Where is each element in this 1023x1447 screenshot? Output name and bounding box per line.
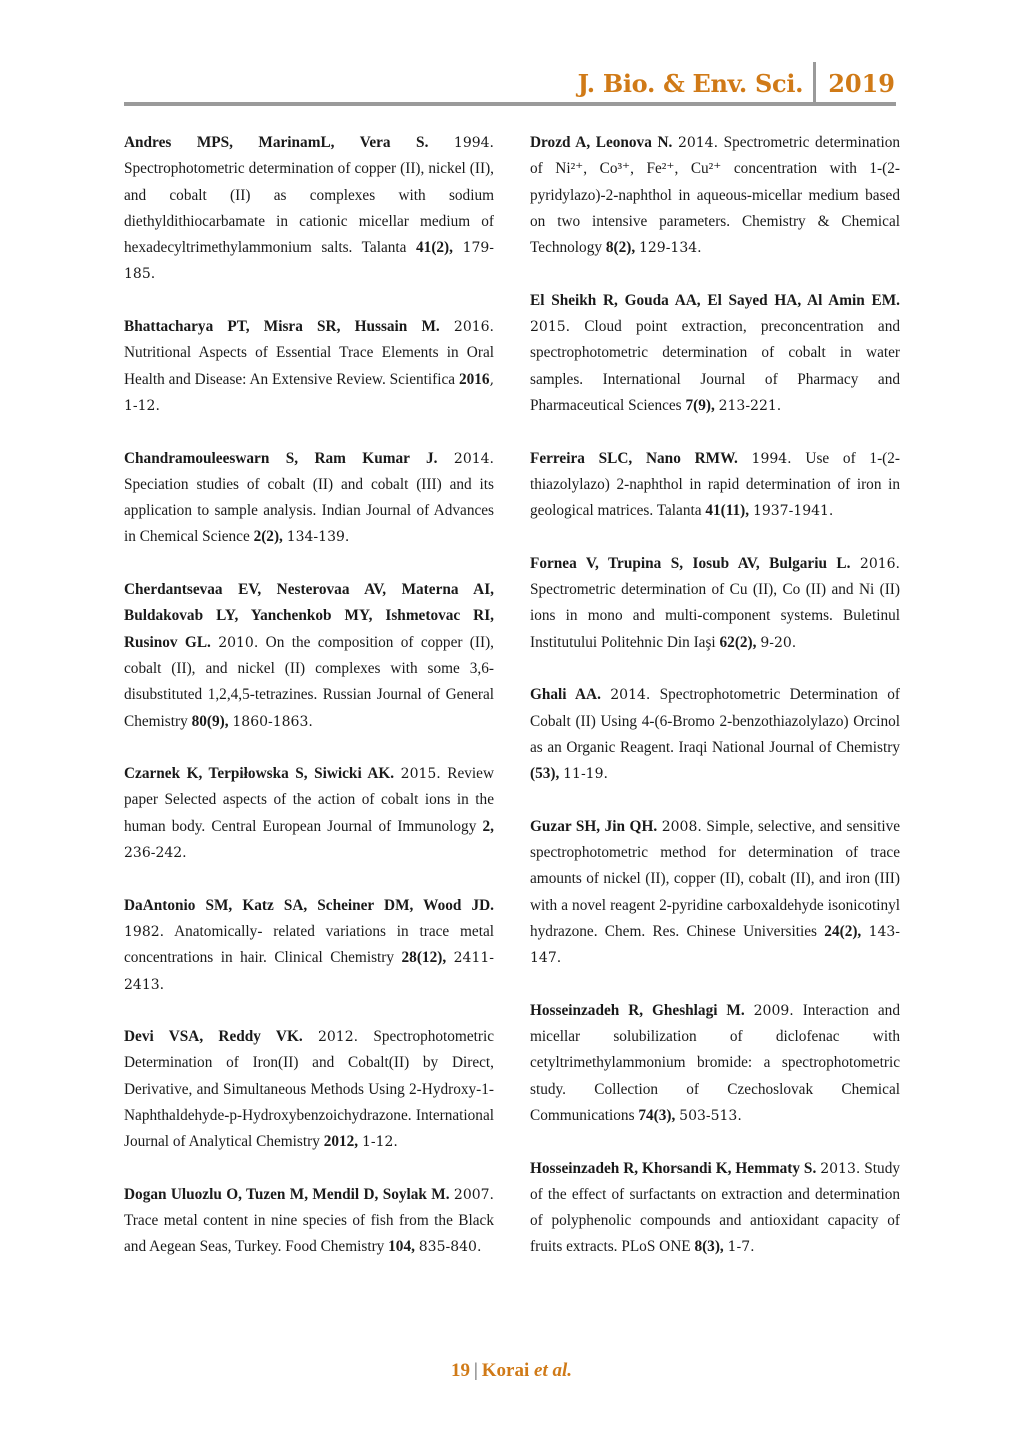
journal-header — [578, 62, 895, 104]
reference-item — [530, 814, 900, 972]
reference-volume: 80(9), — [191, 712, 229, 730]
reference-item — [124, 893, 494, 998]
reference-pages: 1-7. — [727, 1239, 755, 1256]
reference-year: 2007. — [453, 1186, 494, 1203]
reference-pages: , 1-12. — [124, 371, 495, 414]
reference-text: Study of the effect of surfactants on extraction and determination of polyphenolic compounds and antioxidant capacity of fruits extracts. PLoS ONE — [530, 1159, 900, 1256]
reference-item — [124, 130, 494, 288]
reference-pages: 143-147. — [530, 923, 901, 967]
reference-year: 1994. — [453, 135, 494, 151]
reference-volume: 7(9), — [685, 396, 715, 414]
reference-pages: 236-242. — [124, 845, 187, 862]
reference-pages: 213-221. — [718, 397, 782, 414]
reference-volume: 62(2), — [719, 633, 757, 651]
reference-text: Trace metal content in nine species of fish from the Black and Aegean Seas, Turkey. Food Chemistry — [124, 1212, 494, 1256]
page-footer — [0, 1360, 1023, 1382]
footer-author: Korai — [481, 1360, 530, 1381]
reference-year: 2008. — [661, 818, 702, 835]
reference-volume: 74(3), — [638, 1106, 676, 1124]
reference-authors: Hosseinzadeh R, Gheshlagi M. — [530, 1001, 745, 1019]
reference-year: 2015. — [530, 319, 571, 336]
reference-item — [124, 314, 494, 419]
reference-authors: Andres MPS, MarinamL, Vera S. — [124, 134, 429, 151]
reference-volume: 41(11), — [705, 502, 750, 520]
reference-authors: Fornea V, Trupina S, Iosub AV, Bulgariu L. — [530, 554, 851, 572]
reference-authors: Chandramouleeswarn S, Ram Kumar J. — [124, 449, 438, 467]
reference-item — [124, 1182, 494, 1261]
page-number: 19 — [450, 1360, 470, 1381]
reference-pages: 134-139. — [286, 529, 350, 546]
reference-text: Anatomically- related variations in trace metal concentrations in hair. Clinical Chemistry — [124, 922, 494, 967]
references-left-column — [124, 130, 494, 1287]
reference-volume: 8(3), — [694, 1238, 724, 1256]
reference-item — [124, 577, 494, 735]
references-right-column — [530, 130, 900, 1287]
reference-text: Spectrometric determination of Cu (II), Co (II) and Ni (II) ions in mono and multi-component systems. Buletinul Institutului Politehnic Din Iaşi — [530, 581, 900, 651]
reference-text: Spectrophotometric Determination of Cobalt (II) Using 4-(6-Bromo 2-benzothiazolylazo) Orcinol as an Organic Reagent. Iraqi National Journal of Chemistry — [530, 686, 901, 756]
reference-year: 2016. — [859, 555, 901, 572]
reference-volume: 24(2), — [824, 922, 862, 940]
reference-authors: Czarnek K, Terpiłowska S, Siwicki AK. — [124, 765, 395, 783]
footer-etal: et al. — [534, 1360, 573, 1381]
reference-authors: Cherdantsevaa EV, Nesterovaa AV, Materna AI, Buldakovab LY, Yanchenkob MY, Ishmetovac RI, Rusinov GL. — [124, 581, 494, 651]
reference-volume: 2, — [482, 817, 494, 835]
journal-year: 2019 — [828, 68, 895, 98]
reference-authors: Ghali AA. — [530, 686, 601, 704]
reference-pages: 11-19. — [563, 766, 608, 783]
reference-pages: 9-20. — [760, 634, 797, 651]
reference-text: Use of 1-(2-thiazolylazo) 2-naphthol in rapid determination of iron in geological matrices. Talanta — [530, 449, 900, 520]
reference-authors: Dogan Uluozlu O, Tuzen M, Mendil D, Soylak M. — [124, 1185, 450, 1203]
reference-text: Review paper Selected aspects of the action of cobalt ions in the human body. Central European Journal of Immunology — [124, 765, 494, 835]
reference-item — [124, 446, 494, 551]
reference-year: 1994. — [751, 450, 792, 467]
reference-year: 2014. — [453, 450, 494, 467]
reference-pages: 835-840. — [418, 1239, 482, 1256]
reference-pages: 503-513. — [679, 1107, 742, 1124]
reference-item — [530, 998, 900, 1129]
reference-authors: DaAntonio SM, Katz SA, Scheiner DM, Wood JD. — [124, 896, 494, 914]
reference-pages: 1-12. — [361, 1134, 398, 1151]
reference-volume: 2012, — [323, 1133, 359, 1151]
footer-separator: | — [473, 1360, 478, 1381]
reference-volume: 8(2), — [605, 239, 636, 257]
reference-item — [530, 551, 900, 656]
reference-text: Simple, selective, and sensitive spectrophotometric method for determination of trace amounts of nickel (II), copper (II), cobalt (II), and iron (III) with a novel reagent 2-pyridine carboxaldehyde isonicotinyl hydrazone. Chem. Res. Chinese Universities — [530, 817, 901, 940]
reference-year: 2010. — [218, 634, 259, 651]
reference-volume: 104, — [388, 1238, 415, 1256]
reference-volume: 41(2), — [416, 239, 453, 257]
reference-text: Speciation studies of cobalt (II) and cobalt (III) and its application to sample analysis. Indian Journal of Advances in Chemical Science — [124, 475, 494, 546]
reference-text: Spectrophotometric Determination of Iron(II) and Cobalt(II) by Direct, Derivative, and Simultaneous Methods Using 2-Hydroxy-1-Naphthaldehyde-p-Hydroxybenzoichydrazone. International Journal of Analytical Chemistry — [124, 1028, 495, 1151]
reference-authors: Drozd A, Leonova N. — [530, 134, 673, 151]
reference-item — [530, 288, 900, 419]
reference-pages: 1860-1863. — [232, 713, 313, 730]
reference-year: 2013. — [820, 1160, 861, 1177]
reference-volume: (53), — [530, 765, 560, 783]
reference-authors: Guzar SH, Jin QH. — [530, 817, 658, 835]
reference-pages: 1937-1941. — [752, 503, 834, 520]
reference-volume: 2016 — [458, 370, 490, 388]
reference-item — [124, 761, 494, 866]
reference-volume: 2(2), — [253, 528, 283, 546]
reference-authors: El Sheikh R, Gouda AA, El Sayed HA, Al Amin EM. — [530, 291, 900, 309]
reference-authors: Hosseinzadeh R, Khorsandi K, Hemmaty S. — [530, 1159, 817, 1177]
reference-authors: Devi VSA, Reddy VK. — [124, 1028, 303, 1046]
reference-pages: 2411-2413. — [124, 950, 494, 993]
reference-volume: 28(12), — [401, 949, 447, 967]
reference-item — [530, 1156, 900, 1261]
reference-item — [530, 682, 900, 787]
reference-text: Interaction and micellar solubilization of diclofenac with cetyltrimethylammonium bromide: a spectrophotometric study. Collection of Czechoslovak Chemical Communications — [530, 1001, 900, 1124]
reference-year: 1982. — [124, 923, 165, 940]
reference-year: 2014. — [610, 687, 651, 704]
reference-text: Spectrometric determination of Ni²⁺, Co³⁺, Fe²⁺, Cu²⁺ concentration with 1-(2-pyridylazo)-2-naphthol in aqueous-micellar medium based on two intensive parameters. Chemistry & Chemical Technology — [530, 134, 900, 257]
reference-text: On the composition of copper (II), cobalt (II), and nickel (II) complexes with some 3,6-disubstituted 1,2,4,5-tetrazines. Russian Journal of General Chemistry — [124, 633, 495, 730]
header-rule — [124, 102, 896, 106]
reference-item — [124, 1024, 494, 1155]
reference-year: 2012. — [317, 1029, 359, 1046]
reference-item — [530, 130, 900, 261]
reference-year: 2016. — [453, 319, 494, 336]
reference-year: 2009. — [753, 1002, 794, 1019]
reference-text: Nutritional Aspects of Essential Trace Elements in Oral Health and Disease: An Extensive Review. Scientifica — [124, 344, 494, 388]
reference-text: Spectrophotometric determination of copper (II), nickel (II), and cobalt (II) as complexes with sodium diethyldithiocarbamate in cationic micellar medium of hexadecyltrimethylammonium salts. Talanta — [124, 160, 494, 257]
reference-year: 2015. — [400, 766, 441, 783]
reference-authors: Ferreira SLC, Nano RMW. — [530, 449, 738, 467]
reference-year: 2014. — [677, 135, 719, 151]
journal-title: J. Bio. & Env. Sci. — [577, 68, 804, 98]
reference-item — [530, 446, 900, 525]
reference-text: Cloud point extraction, preconcentration and spectrophotometric determination of cobalt in water samples. International Journal of Pharmacy and Pharmaceutical Sciences — [530, 318, 900, 414]
reference-pages: 129-134. — [638, 240, 702, 257]
reference-authors: Bhattacharya PT, Misra SR, Hussain M. — [124, 318, 440, 336]
reference-pages: 179-185. — [124, 240, 495, 283]
